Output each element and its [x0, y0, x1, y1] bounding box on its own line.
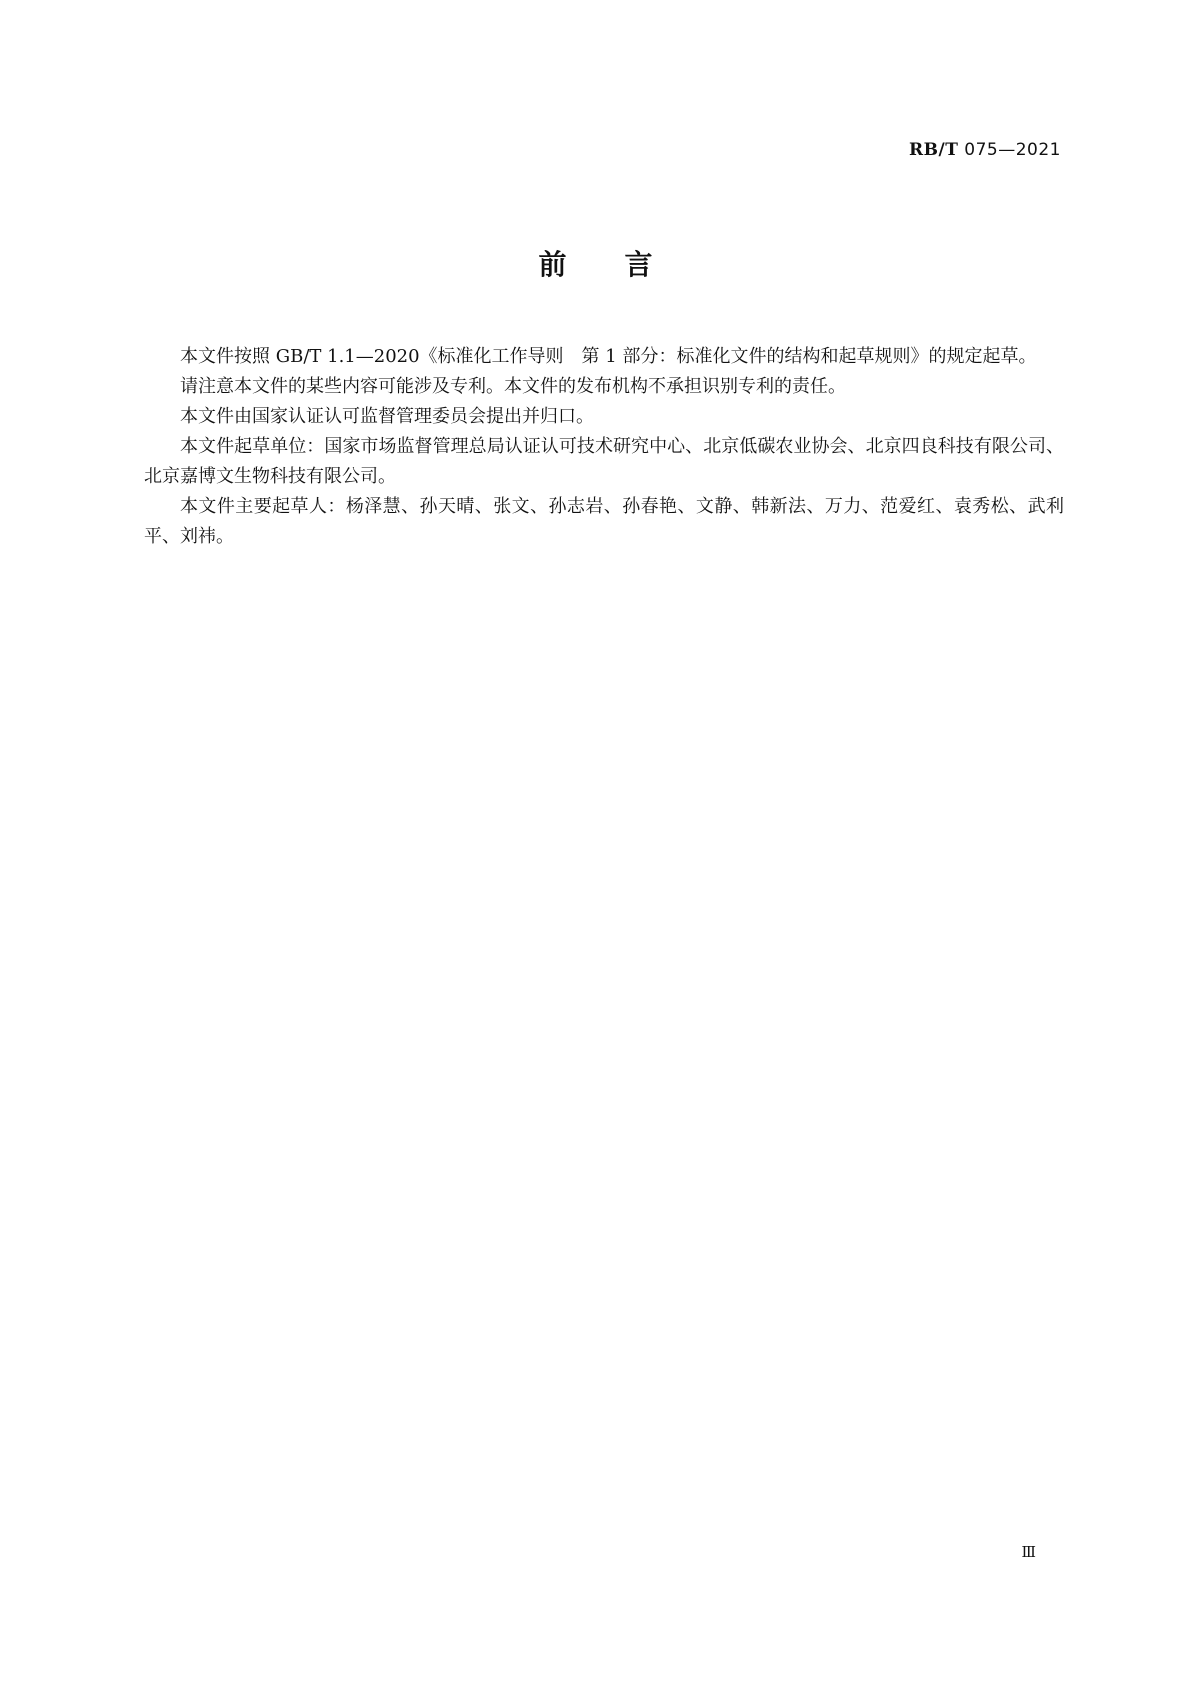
paragraph-drafting-units: 本文件起草单位：国家市场监督管理总局认证认可技术研究中心、北京低碳农业协会、北京四良科技有限公司、北京嘉博文生物科技有限公司。 — [144, 436, 1064, 487]
standard-code — [909, 140, 1061, 160]
paragraph-drafting-rules: 本文件按照 GB/T 1.1—2020《标准化工作导则 第 1 部分：标准化文件的结构和起草规则》的规定起草。 — [180, 346, 1037, 367]
standard-code-prefix: RB/T — [909, 140, 959, 160]
standard-code-number: 075—2021 — [958, 140, 1061, 160]
paragraph-patent-notice: 请注意本文件的某些内容可能涉及专利。本文件的发布机构不承担识别专利的责任。 — [180, 376, 846, 397]
paragraph-drafters: 本文件主要起草人：杨泽慧、孙天晴、张文、孙志岩、孙春艳、文静、韩新法、万力、范爱红、袁秀松、武利平、刘祎。 — [144, 496, 1064, 547]
page-title: 前言 — [538, 248, 711, 281]
page-number: Ⅲ — [1021, 1543, 1036, 1561]
foreword-body — [144, 342, 1064, 552]
paragraph-proposer: 本文件由国家认证认可监督管理委员会提出并归口。 — [180, 406, 594, 427]
